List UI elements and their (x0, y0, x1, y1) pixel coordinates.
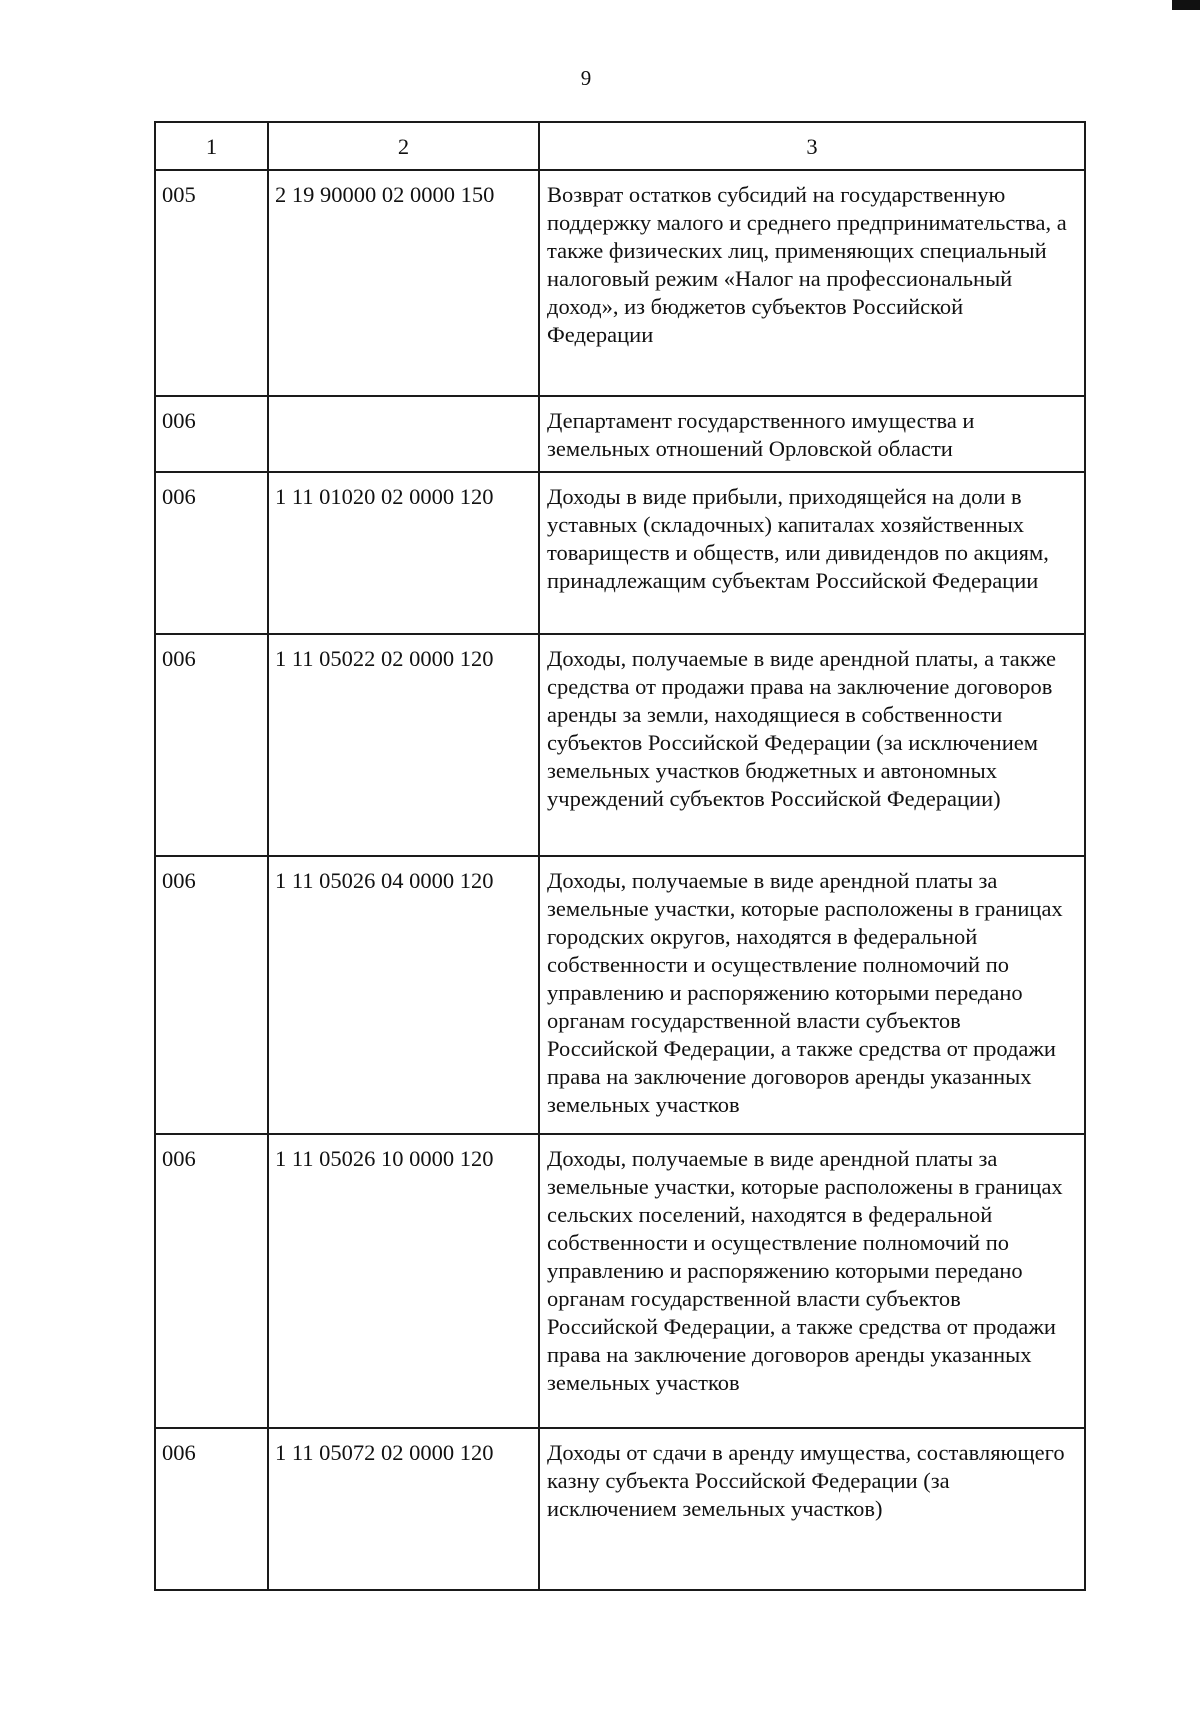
table-row (155, 472, 1085, 634)
description-cell: Доходы от сдачи в аренду имущества, составляющего казну субъекта Российской Федерации (за исключением земельных участков) (539, 1428, 1085, 1590)
admin-code-cell: 006 (155, 1134, 268, 1428)
admin-code-cell: 006 (155, 472, 268, 634)
admin-code-cell: 006 (155, 634, 268, 856)
revenue-code-cell: 1 11 01020 02 0000 120 (268, 472, 539, 634)
revenue-code-cell: 1 11 05026 04 0000 120 (268, 856, 539, 1134)
description-cell: Доходы, получаемые в виде арендной платы, а также средства от продажи права на заключение договоров аренды за земли, находящиеся в собственности субъектов Российской Федерации (за исключением земельных участков бюджетных и автономных учреждений субъектов Российской Федерации) (539, 634, 1085, 856)
revenue-code-cell: 1 11 05026 10 0000 120 (268, 1134, 539, 1428)
description-cell: Доходы, получаемые в виде арендной платы за земельные участки, которые расположены в границах городских округов, находятся в федеральной собственности и осуществление полномочий по управлению и распоряжению которыми передано органам государственной власти субъектов Российской Федерации, а также средства от продажи права на заключение договоров аренды указанных земельных участков (539, 856, 1085, 1134)
table-row (155, 856, 1085, 1134)
table-row (155, 634, 1085, 856)
revenue-code-cell (268, 396, 539, 472)
column-header-2: 2 (268, 122, 539, 170)
revenue-codes-table (154, 121, 1086, 1591)
revenue-code-cell: 2 19 90000 02 0000 150 (268, 170, 539, 396)
table-row (155, 396, 1085, 472)
table-row (155, 1134, 1085, 1428)
admin-code-cell: 005 (155, 170, 268, 396)
table-row (155, 1428, 1085, 1590)
description-cell: Возврат остатков субсидий на государственную поддержку малого и среднего предпринимательства, а также физических лиц, применяющих специальный налоговый режим «Налог на профессиональный доход», из бюджетов субъектов Российской Федерации (539, 170, 1085, 396)
description-cell: Департамент государственного имущества и земельных отношений Орловской области (539, 396, 1085, 472)
admin-code-cell: 006 (155, 1428, 268, 1590)
scan-corner-mark (1172, 0, 1200, 10)
description-cell: Доходы, получаемые в виде арендной платы за земельные участки, которые расположены в границах сельских поселений, находятся в федеральной собственности и осуществление полномочий по управлению и распоряжению которыми передано органам государственной власти субъектов Российской Федерации, а также средства от продажи права на заключение договоров аренды указанных земельных участков (539, 1134, 1085, 1428)
table-row (155, 170, 1085, 396)
revenue-code-cell: 1 11 05022 02 0000 120 (268, 634, 539, 856)
admin-code-cell: 006 (155, 396, 268, 472)
page-number: 9 (580, 66, 592, 90)
revenue-code-cell: 1 11 05072 02 0000 120 (268, 1428, 539, 1590)
table-header-row (155, 122, 1085, 170)
description-cell: Доходы в виде прибыли, приходящейся на доли в уставных (складочных) капиталах хозяйственных товариществ и обществ, или дивидендов по акциям, принадлежащим субъектам Российской Федерации (539, 472, 1085, 634)
column-header-3: 3 (539, 122, 1085, 170)
admin-code-cell: 006 (155, 856, 268, 1134)
column-header-1: 1 (155, 122, 268, 170)
